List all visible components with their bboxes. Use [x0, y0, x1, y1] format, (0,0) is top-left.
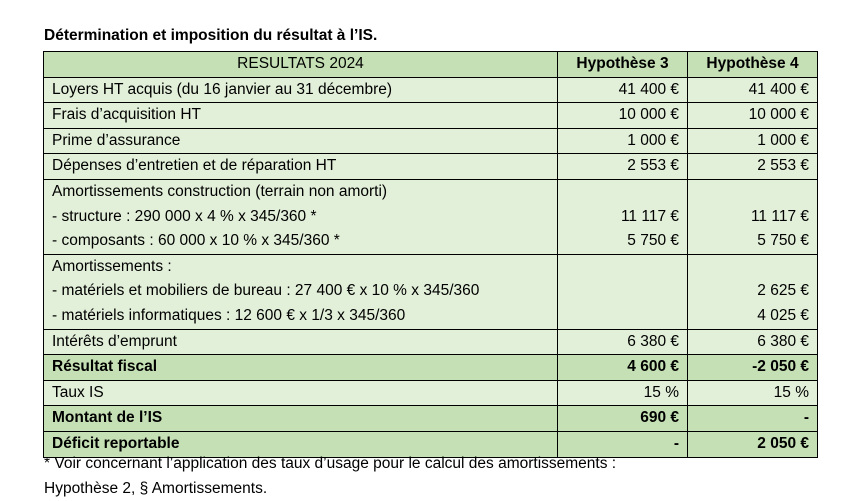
- hypothese-3-value-cell: [558, 355, 688, 381]
- value-line: 10 000 €: [696, 103, 809, 128]
- row-label-cell: [44, 154, 558, 180]
- value-line: 5 750 €: [696, 229, 809, 254]
- hypothese-3-value-cell: [558, 254, 688, 329]
- hypothese-3-value-cell: [558, 329, 688, 355]
- row-label-line: Dépenses d’entretien et de réparation HT: [52, 154, 549, 179]
- hypothese-4-value-cell: [688, 355, 818, 381]
- row-label-cell: [44, 254, 558, 329]
- value-line: -: [696, 406, 809, 431]
- table-row: [44, 254, 818, 329]
- row-label-line: Prime d’assurance: [52, 129, 549, 154]
- hypothese-4-value-cell: [688, 179, 818, 254]
- hypothese-3-value-cell: [558, 406, 688, 432]
- table-row: [44, 380, 818, 406]
- value-line: 41 400 €: [566, 78, 679, 103]
- row-label-cell: [44, 128, 558, 154]
- row-label-line: Montant de l’IS: [52, 406, 549, 431]
- hypothese-4-value-cell: [688, 380, 818, 406]
- table-row: [44, 406, 818, 432]
- hypothese-4-value-cell: [688, 103, 818, 129]
- row-label-cell: [44, 355, 558, 381]
- row-label-cell: [44, 77, 558, 103]
- footnote: [44, 452, 616, 501]
- hypothese-4-value-cell: [688, 154, 818, 180]
- table-row: [44, 179, 818, 254]
- value-line: 4 600 €: [566, 355, 679, 380]
- row-label-line: - structure : 290 000 x 4 % x 345/360 *: [52, 205, 549, 230]
- results-table: [43, 51, 818, 458]
- row-label-line: - composants : 60 000 x 10 % x 345/360 *: [52, 229, 549, 254]
- table-row: [44, 154, 818, 180]
- header-hypothese-4: Hypothèse 4: [688, 52, 818, 78]
- value-line: -: [566, 432, 679, 457]
- hypothese-3-value-cell: [558, 179, 688, 254]
- value-line: 2 553 €: [566, 154, 679, 179]
- row-label-cell: [44, 406, 558, 432]
- value-line: 1 000 €: [696, 129, 809, 154]
- table-header-row: [44, 52, 818, 78]
- value-line: [696, 180, 809, 205]
- footnote-line: * Voir concernant l’application des taux d’usage pour le calcul des amortissements :: [44, 452, 616, 477]
- footnote-line: Hypothèse 2, § Amortissements.: [44, 477, 616, 501]
- value-line: 15 %: [696, 381, 809, 406]
- row-label-cell: [44, 103, 558, 129]
- table-row: [44, 128, 818, 154]
- value-line: 5 750 €: [566, 229, 679, 254]
- value-line: [566, 304, 679, 329]
- value-line: [566, 279, 679, 304]
- value-line: 1 000 €: [566, 129, 679, 154]
- value-line: 10 000 €: [566, 103, 679, 128]
- table-row: [44, 329, 818, 355]
- hypothese-3-value-cell: [558, 128, 688, 154]
- table-row: [44, 103, 818, 129]
- row-label-line: - matériels et mobiliers de bureau : 27 400 € x 10 % x 345/360: [52, 279, 549, 304]
- value-line: 11 117 €: [566, 205, 679, 230]
- value-line: -2 050 €: [696, 355, 809, 380]
- table-row: [44, 355, 818, 381]
- value-line: 15 %: [566, 381, 679, 406]
- value-line: 690 €: [566, 406, 679, 431]
- row-label-line: - matériels informatiques : 12 600 € x 1/3 x 345/360: [52, 304, 549, 329]
- value-line: 2 553 €: [696, 154, 809, 179]
- hypothese-4-value-cell: [688, 128, 818, 154]
- value-line: 2 625 €: [696, 279, 809, 304]
- hypothese-4-value-cell: [688, 406, 818, 432]
- hypothese-3-value-cell: [558, 154, 688, 180]
- row-label-line: Loyers HT acquis (du 16 janvier au 31 décembre): [52, 78, 549, 103]
- row-label-cell: [44, 380, 558, 406]
- header-results-2024: RESULTATS 2024: [44, 52, 558, 78]
- hypothese-4-value-cell: [688, 431, 818, 457]
- value-line: [566, 180, 679, 205]
- value-line: 6 380 €: [696, 330, 809, 355]
- hypothese-3-value-cell: [558, 77, 688, 103]
- value-line: 2 050 €: [696, 432, 809, 457]
- value-line: 6 380 €: [566, 330, 679, 355]
- document-title: Détermination et imposition du résultat à l’IS.: [44, 27, 377, 45]
- row-label-line: Déficit reportable: [52, 432, 549, 457]
- value-line: [696, 255, 809, 280]
- row-label-line: Amortissements :: [52, 255, 549, 280]
- value-line: 41 400 €: [696, 78, 809, 103]
- value-line: [566, 255, 679, 280]
- hypothese-3-value-cell: [558, 103, 688, 129]
- row-label-line: Frais d’acquisition HT: [52, 103, 549, 128]
- hypothese-4-value-cell: [688, 329, 818, 355]
- row-label-line: Intérêts d’emprunt: [52, 330, 549, 355]
- row-label-line: Amortissements construction (terrain non amorti): [52, 180, 549, 205]
- row-label-line: Taux IS: [52, 381, 549, 406]
- value-line: 4 025 €: [696, 304, 809, 329]
- header-hypothese-3: Hypothèse 3: [558, 52, 688, 78]
- hypothese-3-value-cell: [558, 380, 688, 406]
- hypothese-4-value-cell: [688, 254, 818, 329]
- row-label-cell: [44, 329, 558, 355]
- value-line: 11 117 €: [696, 205, 809, 230]
- hypothese-4-value-cell: [688, 77, 818, 103]
- table-row: [44, 77, 818, 103]
- row-label-line: Résultat fiscal: [52, 355, 549, 380]
- row-label-cell: [44, 179, 558, 254]
